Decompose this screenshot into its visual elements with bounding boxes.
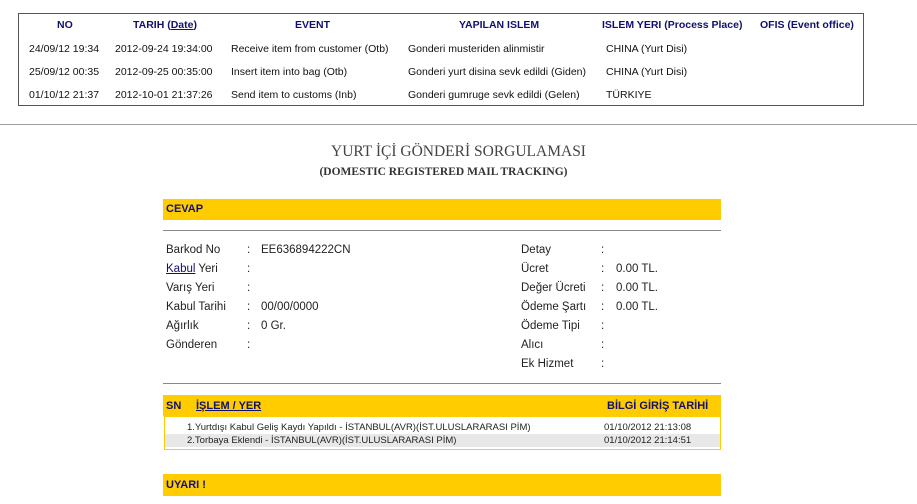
header-bilgi-tarihi: BİLGİ GİRİŞ TARİHİ — [607, 400, 709, 412]
field-colon: : — [601, 263, 605, 275]
cell-event: Send item to customs (Inb) — [231, 89, 357, 101]
list-item — [165, 434, 720, 447]
section-divider — [0, 124, 917, 125]
field-label: Ödeme Tipi — [521, 320, 580, 332]
field-label: Ek Hizmet — [521, 358, 574, 370]
cell-tarih: 2012-10-01 21:37:26 — [115, 89, 213, 101]
cell-yapilan: Gonderi yurt disina sevk edildi (Giden) — [408, 66, 586, 78]
kabul-link[interactable]: Kabul — [166, 263, 196, 275]
uyari-label: UYARI ! — [166, 479, 206, 491]
cell-event: Insert item into bag (Otb) — [231, 66, 348, 78]
field-colon: : — [247, 339, 251, 351]
header-islem-yeri: ISLEM YERI (Process Place) — [602, 19, 743, 31]
page-subtitle: (DOMESTIC REGISTERED MAIL TRACKING) — [319, 166, 568, 178]
event-text: 1.Yurtdışı Kabul Geliş Kaydı Yapıldı - İSTANBUL(AVR)(İST.ULUSLARARASI PİM) — [187, 422, 531, 433]
field-value: 0 Gr. — [261, 320, 286, 332]
field-colon: : — [247, 282, 251, 294]
cell-islem-yeri: CHINA (Yurt Disi) — [606, 66, 688, 78]
cell-islem-yeri: TÜRKIYE — [606, 89, 652, 101]
date-sort-link[interactable]: Date — [170, 19, 194, 31]
cell-yapilan: Gonderi musteriden alinmistir — [408, 43, 545, 55]
field-label: Barkod No — [166, 244, 221, 256]
uyari-bar — [163, 474, 721, 496]
field-colon: : — [247, 244, 251, 256]
cell-islem-yeri: CHINA (Yurt Disi) — [606, 43, 688, 55]
divider — [163, 230, 721, 231]
field-label: Değer Ücreti — [521, 282, 586, 294]
page-title: YURT İÇİ GÖNDERİ SORGULAMASI — [331, 143, 586, 160]
field-label: Varış Yeri — [166, 282, 215, 294]
cevap-bar — [163, 199, 721, 220]
field-label: Ağırlık — [166, 320, 199, 332]
list-item — [165, 421, 720, 434]
cell-tarih: 2012-09-25 00:35:00 — [115, 66, 213, 78]
field-label: Alıcı — [521, 339, 544, 351]
cell-yapilan: Gonderi gumruge sevk edildi (Gelen) — [408, 89, 580, 101]
field-value: 00/00/0000 — [261, 301, 319, 313]
header-tarih: TARIH (Date) — [133, 19, 197, 31]
cell-event: Receive item from customer (Otb) — [231, 43, 389, 55]
header-event: EVENT — [295, 19, 331, 31]
cell-no: 01/10/12 21:37 — [29, 89, 100, 101]
field-colon: : — [601, 339, 605, 351]
event-text: 2.Torbaya Eklendi - İSTANBUL(AVR)(İST.ULUSLARARASI PİM) — [187, 435, 457, 446]
header-islem-yer: İŞLEM / YER — [196, 400, 262, 412]
field-value: 0.00 TL. — [616, 282, 658, 294]
field-label: Ödeme Şartı — [521, 301, 587, 313]
divider — [163, 383, 721, 384]
cell-no: 25/09/12 00:35 — [29, 66, 100, 78]
events-header-bar — [163, 395, 721, 416]
cell-no: 24/09/12 19:34 — [29, 43, 100, 55]
field-label: Kabul Yeri — [166, 263, 218, 275]
field-value: 0.00 TL. — [616, 263, 658, 275]
event-date: 01/10/2012 21:14:51 — [604, 435, 692, 446]
field-colon: : — [247, 263, 251, 275]
field-label: Kabul Tarihi — [166, 301, 226, 313]
field-colon: : — [601, 358, 605, 370]
field-colon: : — [601, 320, 605, 332]
event-date: 01/10/2012 21:13:08 — [604, 422, 692, 433]
international-tracking-table — [18, 13, 864, 106]
header-sn: SN — [166, 400, 182, 412]
header-yapilan: YAPILAN ISLEM — [459, 19, 540, 31]
field-colon: : — [247, 320, 251, 332]
field-colon: : — [601, 301, 605, 313]
field-label: Ücret — [521, 263, 549, 275]
field-label: Gönderen — [166, 339, 218, 351]
cell-tarih: 2012-09-24 19:34:00 — [115, 43, 213, 55]
header-ofis: OFIS (Event office) — [760, 19, 854, 31]
header-no: NO — [57, 19, 73, 31]
field-colon: : — [247, 301, 251, 313]
field-colon: : — [601, 282, 605, 294]
cevap-label: CEVAP — [166, 203, 204, 215]
barcode-value: EE636894222CN — [261, 244, 351, 256]
field-colon: : — [601, 244, 605, 256]
events-list — [164, 416, 721, 450]
field-value: 0.00 TL. — [616, 301, 658, 313]
field-label: Detay — [521, 244, 552, 256]
